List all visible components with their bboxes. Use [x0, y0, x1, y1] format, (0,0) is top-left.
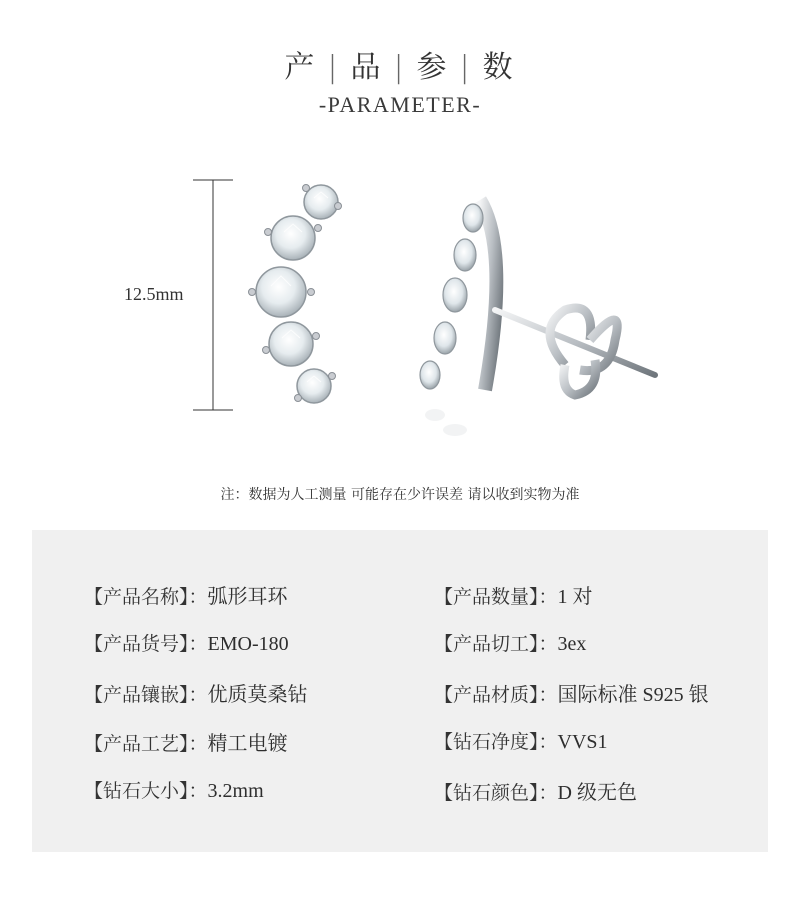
- param-value: 3ex: [557, 633, 587, 655]
- param-row-color: [434, 776, 637, 805]
- param-row-stone-size: [84, 776, 264, 803]
- dimension-label: 12.5mm: [124, 284, 184, 304]
- param-value: EMO-180: [207, 633, 289, 655]
- param-label: 【产品工艺】：: [84, 733, 208, 755]
- title-separator: |: [327, 50, 341, 85]
- param-value: 精工电镀: [207, 733, 288, 755]
- title-char: 产: [284, 50, 318, 85]
- param-value: 3.2mm: [207, 780, 264, 802]
- param-label: 【钻石大小】：: [84, 780, 208, 802]
- parameter-panel: [32, 530, 768, 852]
- param-label: 【产品数量】：: [434, 586, 558, 608]
- param-value: 弧形耳环: [207, 586, 288, 608]
- title-char: 品: [350, 50, 384, 85]
- param-value: 国际标准 S925 银: [557, 684, 709, 706]
- param-row-material: [434, 678, 709, 707]
- dimension-marker: [180, 170, 240, 415]
- title-separator: |: [393, 50, 407, 85]
- param-label: 【产品材质】：: [434, 684, 558, 706]
- param-row-cut: [434, 629, 586, 656]
- param-value: 1 对: [557, 586, 593, 608]
- param-label: 【钻石净度】：: [434, 731, 558, 753]
- param-label: 【产品镶嵌】：: [84, 684, 208, 706]
- param-row-name: [84, 580, 288, 609]
- measurement-note: 注：数据为人工测量 可能存在少许误差 请以收到实物为准: [220, 487, 580, 503]
- param-value: 优质莫桑钻: [207, 684, 308, 706]
- param-label: 【产品名称】：: [84, 586, 208, 608]
- param-row-craft: [84, 727, 288, 756]
- param-label: 【钻石颜色】：: [434, 782, 558, 804]
- param-value: VVS1: [557, 731, 608, 753]
- param-label: 【产品货号】：: [84, 633, 208, 655]
- param-row-setting: [84, 678, 308, 707]
- title-char: 参: [416, 50, 450, 85]
- page-subtitle: -PARAMETER-: [318, 92, 482, 117]
- title-separator: |: [459, 50, 473, 85]
- param-row-sku: [84, 629, 289, 656]
- page-title: [0, 42, 800, 86]
- param-row-quantity: [434, 580, 593, 609]
- param-value: D 级无色: [557, 782, 637, 804]
- title-char: 数: [482, 50, 516, 85]
- earring-front-image: [236, 176, 346, 421]
- earring-side-image: [395, 190, 665, 450]
- param-row-clarity: [434, 727, 608, 754]
- param-label: 【产品切工】：: [434, 633, 558, 655]
